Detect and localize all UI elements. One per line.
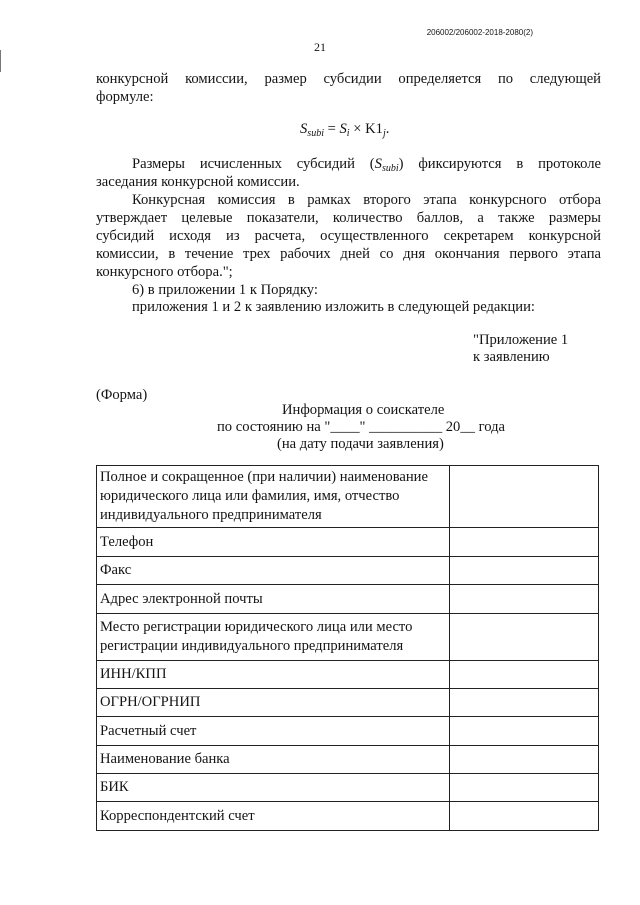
value-cell [450,614,599,661]
row-label: Место регистрации юридического лица или место регистрации индивидуального предпринимателя [97,614,450,661]
row-label: ОГРН/ОГРНИП [97,689,450,717]
table-row [97,689,599,717]
word: субсидии [323,71,382,87]
word: определяется [398,71,482,87]
value-cell [450,466,599,528]
row-label: Телефон [97,528,450,557]
table-row [97,717,599,746]
paragraph-line: Размеры исчисленных субсидий $(S_{subi})$ фиксируются в протоколе [132,156,601,174]
table-row [97,466,599,528]
paragraph-line: заседания конкурсной комиссии. [96,174,300,190]
row-label: Расчетный счет [97,717,450,746]
row-label: Наименование банка [97,746,450,774]
applicant-info-table [96,465,599,831]
appendix-heading: к заявлению [473,349,550,365]
form-label: (Форма) [96,387,148,403]
value-cell [450,661,599,689]
form-title: Информация о соискателе [282,402,445,418]
word: по [497,71,514,87]
document-number: 206002/206002-2018-2080(2) [426,28,533,37]
page-number: 21 [314,40,326,54]
value-cell [450,557,599,585]
value-cell [450,528,599,557]
form-date-note: (на дату подачи заявления) [277,436,444,452]
paragraph-line: Конкурсная комиссия в рамках второго этапа конкурсного отбора [132,192,601,208]
paragraph-line: комиссии, в течение трех рабочих дней со дня окончания первого этапа [96,246,601,262]
table-row [97,774,599,802]
row-label: Полное и сокращенное (при наличии) наименование юридического лица или фамилия, имя, отчество индивидуального предпринимателя [97,466,450,528]
paragraph-line: конкурсного отбора."; [96,264,233,280]
paragraph-line: формуле: [96,89,154,105]
table-row [97,585,599,614]
row-label: Факс [97,557,450,585]
paragraph-line [96,70,601,88]
row-label: БИК [97,774,450,802]
value-cell [450,774,599,802]
paragraph-line: утверждает целевые показатели, количество баллов, а также размеры [96,210,601,226]
subsidy-formula: $S_{subi} = S_i \times K1_j$. [300,121,390,139]
word: размер [264,71,307,87]
margin-mark [0,50,1,72]
word: конкурсной [96,71,169,87]
appendix-heading: "Приложение 1 [473,332,569,348]
value-cell [450,689,599,717]
row-label: ИНН/КПП [97,661,450,689]
row-label: Адрес электронной почты [97,585,450,614]
paragraph-line: субсидий исходя из расчета, осуществленного секретарем конкурсной [96,228,601,244]
value-cell [450,746,599,774]
table-row [97,746,599,774]
value-cell [450,802,599,831]
table-row [97,661,599,689]
list-item: приложения 1 и 2 к заявлению изложить в следующей редакции: [132,299,535,315]
table-row [97,557,599,585]
value-cell [450,717,599,746]
word: следующей [529,71,601,87]
table-row [97,802,599,831]
word: комиссии, [185,71,248,87]
value-cell [450,585,599,614]
list-item: 6) в приложении 1 к Порядку: [132,282,318,298]
table-row [97,528,599,557]
form-date-line: по состоянию на "____" __________ 20__ года [217,419,505,435]
table-row [97,614,599,661]
row-label: Корреспондентский счет [97,802,450,831]
